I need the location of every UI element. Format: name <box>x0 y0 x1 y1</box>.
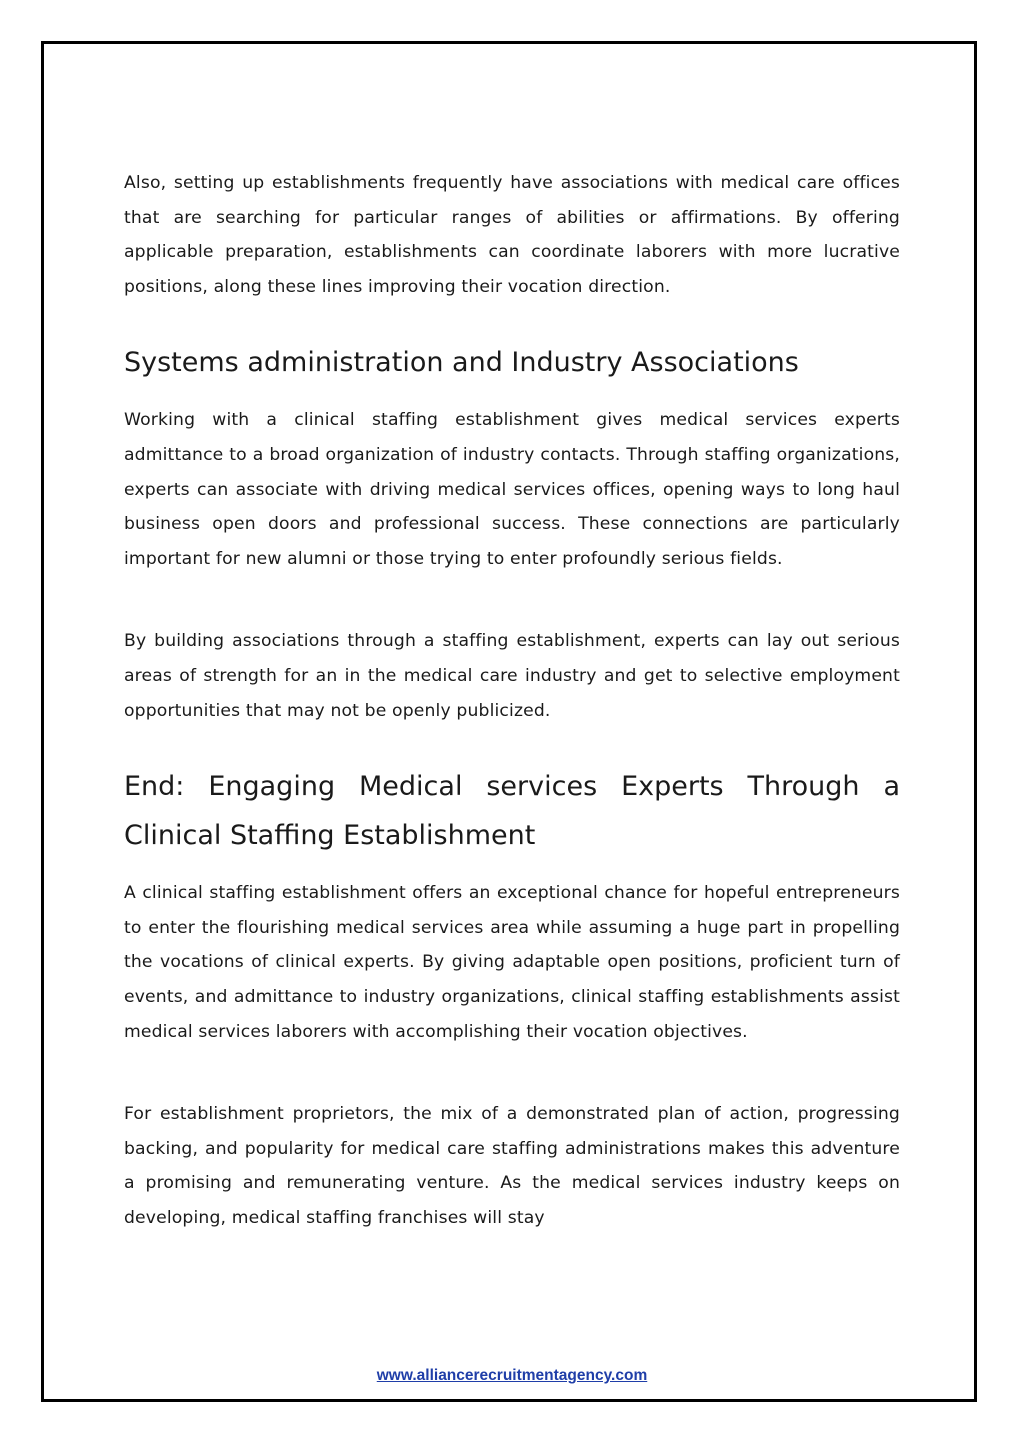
heading-conclusion: End: Engaging Medical services Experts Through a Clinical Staffing Establishment <box>124 771 900 852</box>
paragraph-training-associations: Also, setting up establishments frequently have associations with medical care offices that are searching for particular ranges of abilities or affirmations. By offering applicable preparation, establishments can coordinate laborers with more lucrative positions, along these lines improving their vocation direction. <box>124 173 900 297</box>
website-link[interactable]: www.alliancerecruitmentagency.com <box>376 1367 648 1384</box>
page-footer <box>0 1365 1024 1385</box>
paragraph-franchise-owners: For establishment proprietors, the mix of a demonstrated plan of action, progressing backing, and popularity for medical care staffing administrations makes this adventure a promising and remunerating venture. As the medical services industry keeps on developing, medical staffing franchises will stay <box>124 1104 900 1228</box>
heading-systems-administration: Systems administration and Industry Associations <box>124 347 799 379</box>
paragraph-conclusion-opportunity: A clinical staffing establishment offers an exceptional chance for hopeful entrepreneurs to enter the flourishing medical services area while assuming a huge part in propelling the vocations of clinical experts. By giving adaptable open positions, proficient turn of events, and admittance to industry organizations, clinical staffing establishments assist medical services laborers with accomplishing their vocation objectives. <box>124 883 900 1042</box>
paragraph-industry-contacts: Working with a clinical staffing establishment gives medical services experts admittance to a broad organization of industry contacts. Through staffing organizations, experts can associate with driving medical services offices, opening ways to long haul business open doors and professional success. These connections are particularly important for new alumni or those trying to enter profoundly serious fields. <box>124 410 900 569</box>
document-body <box>124 166 900 1235</box>
paragraph-building-associations: By building associations through a staffing establishment, experts can lay out serious areas of strength for an in the medical care industry and get to selective employment opportunities that may not be openly publicized. <box>124 631 900 721</box>
